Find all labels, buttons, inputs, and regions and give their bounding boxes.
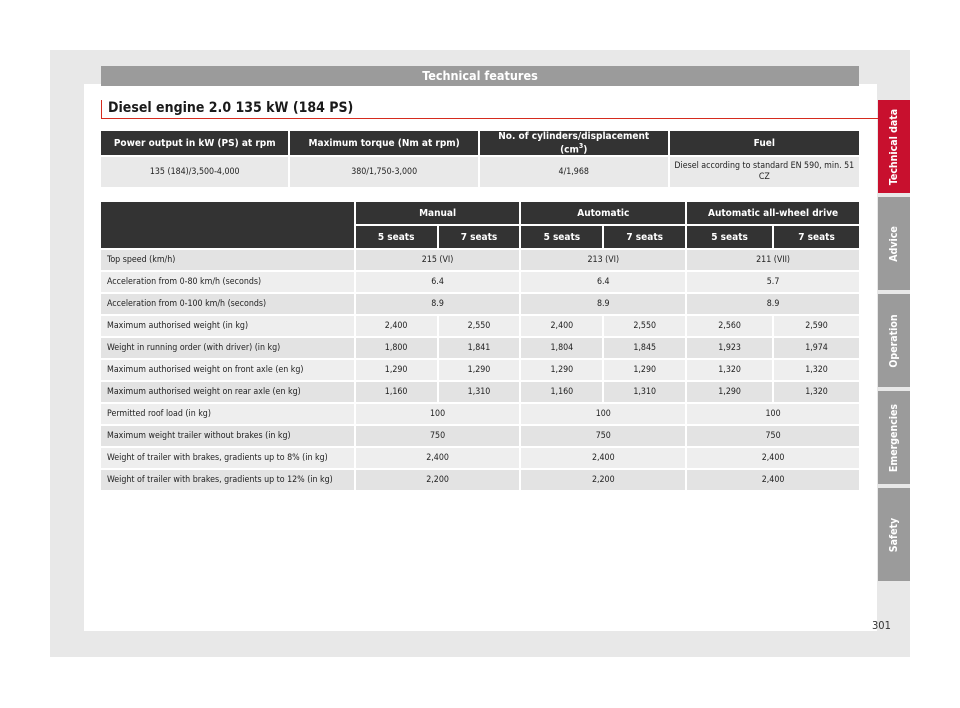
- spec-table: [99, 200, 861, 492]
- section-header: Technical features: [101, 66, 859, 86]
- tab-label: Advice: [888, 225, 900, 262]
- table-row: [101, 316, 859, 336]
- engine-header-cylinders: [480, 131, 668, 155]
- row-label: Maximum authorised weight on front axle (en kg): [101, 360, 354, 380]
- spec-table-body: [101, 250, 859, 490]
- tab-label: Safety: [888, 517, 900, 552]
- table-cell: 1,974: [774, 338, 859, 358]
- table-cell: 1,923: [687, 338, 772, 358]
- spec-header-blank: [101, 202, 354, 248]
- tab-advice[interactable]: [878, 197, 910, 290]
- tab-label: Technical data: [888, 108, 900, 185]
- spec-group-header-row: [101, 202, 859, 224]
- table-cell: 2,400: [356, 448, 520, 468]
- engine-table-row: [101, 157, 859, 187]
- table-cell: 1,160: [356, 382, 437, 402]
- title-rule: [101, 118, 878, 119]
- table-row: [101, 382, 859, 402]
- row-label: Maximum authorised weight (in kg): [101, 316, 354, 336]
- table-cell: 750: [521, 426, 685, 446]
- engine-header-cylinders-text: No. of cylinders/displacement (cm: [498, 131, 650, 156]
- table-cell: 750: [356, 426, 520, 446]
- table-cell: 1,290: [521, 360, 602, 380]
- table-cell: 2,550: [439, 316, 520, 336]
- row-label: Permitted roof load (in kg): [101, 404, 354, 424]
- spec-subheader: 7 seats: [604, 226, 685, 248]
- table-cell: 1,320: [774, 382, 859, 402]
- table-cell: 1,290: [687, 382, 772, 402]
- table-cell: 2,400: [687, 470, 859, 490]
- title-marker: [101, 100, 102, 119]
- spec-subheader: 5 seats: [521, 226, 602, 248]
- tab-technical-data[interactable]: [878, 100, 910, 193]
- spec-group-automatic: Automatic: [521, 202, 685, 224]
- table-cell: 8.9: [521, 294, 685, 314]
- table-row: [101, 272, 859, 292]
- spec-subheader: 5 seats: [687, 226, 772, 248]
- engine-torque-value: 380/1,750-3,000: [290, 157, 477, 187]
- table-cell: 1,320: [687, 360, 772, 380]
- spec-subheader: 7 seats: [439, 226, 520, 248]
- table-row: [101, 448, 859, 468]
- table-cell: 2,550: [604, 316, 685, 336]
- row-label: Weight in running order (with driver) (in kg): [101, 338, 354, 358]
- table-cell: 2,200: [356, 470, 520, 490]
- row-label: Acceleration from 0-100 km/h (seconds): [101, 294, 354, 314]
- table-cell: 211 (VII): [687, 250, 859, 270]
- closing-paren: ): [583, 144, 588, 156]
- table-cell: 8.9: [687, 294, 859, 314]
- row-label: Acceleration from 0-80 km/h (seconds): [101, 272, 354, 292]
- spec-subheader: 5 seats: [356, 226, 437, 248]
- table-cell: 750: [687, 426, 859, 446]
- table-cell: 1,310: [439, 382, 520, 402]
- row-label: Weight of trailer with brakes, gradients up to 8% (in kg): [101, 448, 354, 468]
- spec-group-awd: Automatic all-wheel drive: [687, 202, 859, 224]
- table-cell: 1,290: [439, 360, 520, 380]
- table-row: [101, 470, 859, 490]
- page-title: Diesel engine 2.0 135 kW (184 PS): [108, 100, 354, 116]
- table-cell: 1,290: [604, 360, 685, 380]
- tab-label: Emergencies: [888, 403, 900, 472]
- table-cell: 100: [521, 404, 685, 424]
- table-cell: 1,160: [521, 382, 602, 402]
- tab-emergencies[interactable]: [878, 391, 910, 484]
- table-row: [101, 294, 859, 314]
- row-label: Maximum authorised weight on rear axle (en kg): [101, 382, 354, 402]
- table-cell: 1,310: [604, 382, 685, 402]
- tab-label: Operation: [888, 313, 900, 368]
- superscript: 3: [578, 142, 584, 150]
- row-label: Top speed (km/h): [101, 250, 354, 270]
- table-cell: 2,400: [356, 316, 437, 336]
- table-row: [101, 250, 859, 270]
- table-cell: 215 (VI): [356, 250, 520, 270]
- engine-power-value: 135 (184)/3,500-4,000: [101, 157, 288, 187]
- table-cell: 6.4: [356, 272, 520, 292]
- spec-subheader: 7 seats: [774, 226, 859, 248]
- engine-header-power: Power output in kW (PS) at rpm: [101, 131, 288, 155]
- engine-table-header-row: [101, 131, 859, 155]
- table-row: [101, 404, 859, 424]
- table-cell: 2,400: [521, 448, 685, 468]
- table-cell: 5.7: [687, 272, 859, 292]
- table-cell: 1,841: [439, 338, 520, 358]
- tab-safety[interactable]: [878, 488, 910, 581]
- row-label: Weight of trailer with brakes, gradients up to 12% (in kg): [101, 470, 354, 490]
- table-cell: 2,200: [521, 470, 685, 490]
- table-cell: 1,800: [356, 338, 437, 358]
- table-cell: 2,560: [687, 316, 772, 336]
- table-cell: 1,804: [521, 338, 602, 358]
- table-cell: 100: [687, 404, 859, 424]
- table-cell: 2,400: [521, 316, 602, 336]
- table-cell: 1,320: [774, 360, 859, 380]
- engine-header-fuel: Fuel: [670, 131, 859, 155]
- spec-group-manual: Manual: [356, 202, 520, 224]
- table-row: [101, 360, 859, 380]
- table-cell: 100: [356, 404, 520, 424]
- table-cell: 2,590: [774, 316, 859, 336]
- table-row: [101, 426, 859, 446]
- table-cell: 8.9: [356, 294, 520, 314]
- engine-header-torque: Maximum torque (Nm at rpm): [290, 131, 477, 155]
- table-row: [101, 338, 859, 358]
- table-cell: 1,845: [604, 338, 685, 358]
- engine-cylinders-value: 4/1,968: [480, 157, 668, 187]
- row-label: Maximum weight trailer without brakes (in kg): [101, 426, 354, 446]
- tab-operation[interactable]: [878, 294, 910, 387]
- table-cell: 213 (VI): [521, 250, 685, 270]
- engine-table: [99, 129, 861, 189]
- page-number: 301: [872, 619, 891, 632]
- table-cell: 6.4: [521, 272, 685, 292]
- table-cell: 2,400: [687, 448, 859, 468]
- table-cell: 1,290: [356, 360, 437, 380]
- engine-fuel-value: Diesel according to standard EN 590, min. 51 CZ: [670, 157, 859, 187]
